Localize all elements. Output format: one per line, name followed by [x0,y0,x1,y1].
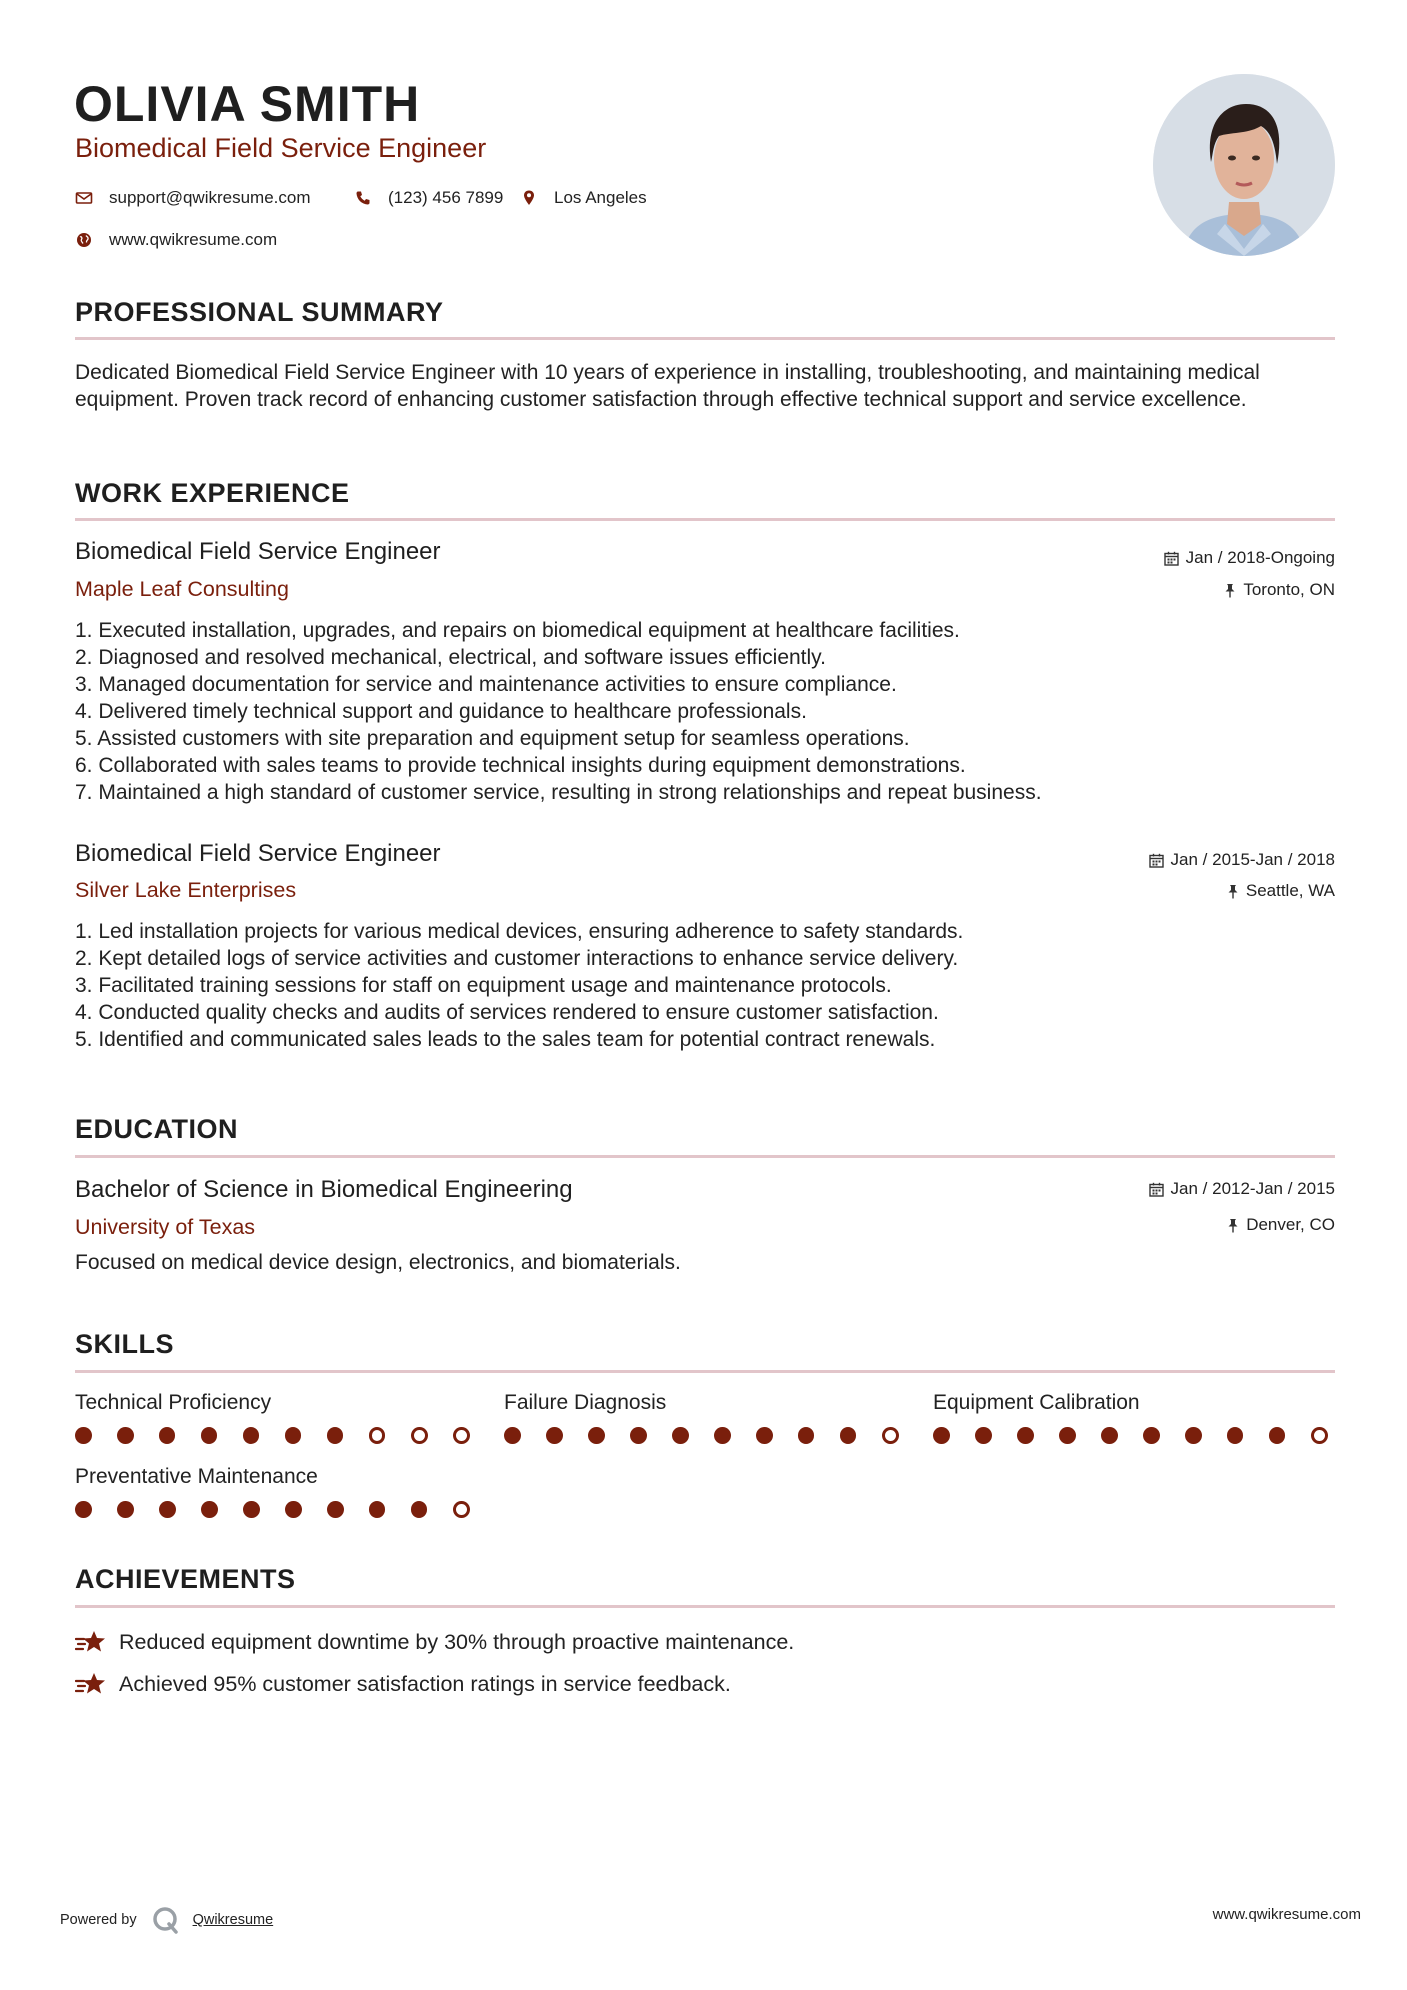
candidate-title: Biomedical Field Service Engineer [75,133,487,163]
rating-dot-empty [453,1427,470,1444]
shooting-star-icon [75,1627,107,1657]
location-text: Los Angeles [554,188,647,207]
rating-dot-filled [1227,1427,1244,1444]
rating-dot-filled [75,1501,92,1518]
job-location [1224,580,1335,600]
rating-dot-filled [630,1427,647,1444]
rating-dot-filled [117,1501,134,1518]
section-divider [75,518,1335,521]
calendar-icon [1149,853,1164,868]
pushpin-icon [1227,1218,1239,1233]
rating-dot-filled [1269,1427,1286,1444]
contact-email [75,188,311,208]
list-item: 6. Collaborated with sales teams to provide technical insights during equipment demonstrations. [75,754,966,777]
section-divider [75,1155,1335,1158]
achievement-item [75,1669,731,1699]
rating-dot-filled [1185,1427,1202,1444]
job-dates [1164,548,1335,568]
rating-dot-filled [411,1501,428,1518]
education-location-text: Denver, CO [1246,1215,1335,1234]
rating-dot-filled [159,1501,176,1518]
rating-dot-filled [714,1427,731,1444]
list-item: 1. Led installation projects for various medical devices, ensuring adherence to safety standards. [75,920,964,943]
phone-text: (123) 456 7899 [388,188,504,207]
avatar-illustration [1153,74,1335,256]
skill-item [504,1391,924,1444]
section-title-skills: SKILLS [75,1329,175,1359]
candidate-name: OLIVIA SMITH [74,76,421,132]
skill-name: Preventative Maintenance [75,1465,318,1488]
map-marker-icon [520,189,538,207]
skill-item [75,1465,495,1518]
calendar-icon [1164,551,1179,566]
email-text: support@qwikresume.com [109,188,311,207]
job-title: Biomedical Field Service Engineer [75,840,441,867]
education-location [1227,1215,1335,1235]
job-bullets [75,918,1345,1053]
list-item: 5. Identified and communicated sales leads to the sales team for potential contract renewals. [75,1028,936,1051]
list-item: 4. Delivered timely technical support and guidance to healthcare professionals. [75,700,807,723]
achievement-text: Reduced equipment downtime by 30% through proactive maintenance. [119,1629,795,1654]
list-item: 7. Maintained a high standard of customer service, resulting in strong relationships and repeat business. [75,781,1042,804]
brand-link[interactable]: Qwikresume [192,1912,274,1928]
job-title: Biomedical Field Service Engineer [75,538,441,565]
pushpin-icon [1224,583,1236,598]
rating-dot-filled [327,1501,344,1518]
education-dates [1149,1179,1335,1199]
rating-dot-filled [798,1427,815,1444]
website-text: www.qwikresume.com [109,230,278,249]
qwikresume-logo-icon [151,1905,181,1935]
job-dates [1149,850,1335,870]
skill-name: Failure Diagnosis [504,1391,667,1414]
rating-dot-empty [882,1427,899,1444]
envelope-icon [75,189,93,207]
rating-dot-empty [453,1501,470,1518]
degree-title: Bachelor of Science in Biomedical Engineering [75,1176,573,1203]
rating-dot-filled [285,1501,302,1518]
school-name: University of Texas [75,1215,256,1239]
rating-dot-filled [243,1501,260,1518]
rating-dot-filled [1101,1427,1118,1444]
rating-dot-filled [327,1427,344,1444]
rating-dot-empty [411,1427,428,1444]
rating-dot-filled [369,1501,386,1518]
rating-dot-filled [1059,1427,1076,1444]
list-item: 4. Conducted quality checks and audits of services rendered to ensure customer satisfaction. [75,1001,939,1024]
summary-text: Dedicated Biomedical Field Service Engineer with 10 years of experience in installing, troubleshooting, and maintaining medical equipment. Proven track record of enhancing customer satisfaction through effective technical support and service excellence. [75,361,1260,411]
shooting-star-icon [75,1669,107,1699]
section-divider [75,337,1335,340]
list-item: 3. Facilitated training sessions for staff on equipment usage and maintenance protocols. [75,974,892,997]
contact-website [75,230,277,250]
rating-dot-filled [75,1427,92,1444]
rating-dot-filled [933,1427,950,1444]
section-title-education: EDUCATION [75,1114,238,1144]
job-dates-text: Jan / 2018-Ongoing [1185,548,1335,567]
job-location-text: Toronto, ON [1243,580,1335,599]
rating-dot-filled [975,1427,992,1444]
achievement-item [75,1627,794,1657]
rating-dot-empty [369,1427,386,1444]
list-item: 2. Diagnosed and resolved mechanical, electrical, and software issues efficiently. [75,646,826,669]
contact-location [520,188,647,208]
skill-rating [75,1501,495,1518]
rating-dot-filled [243,1427,260,1444]
rating-dot-filled [285,1427,302,1444]
rating-dot-filled [159,1427,176,1444]
list-item: 1. Executed installation, upgrades, and repairs on biomedical equipment at healthcare facilities. [75,619,960,642]
powered-by-label: Powered by [60,1912,137,1928]
rating-dot-filled [201,1501,218,1518]
rating-dot-empty [1311,1427,1328,1444]
job-dates-text: Jan / 2015-Jan / 2018 [1170,850,1335,869]
rating-dot-filled [1143,1427,1160,1444]
list-item: 5. Assisted customers with site preparation and equipment setup for seamless operations. [75,727,910,750]
rating-dot-filled [672,1427,689,1444]
rating-dot-filled [546,1427,563,1444]
job-location-text: Seattle, WA [1245,881,1335,900]
phone-icon [354,189,372,207]
list-item: 3. Managed documentation for service and maintenance activities to ensure compliance. [75,673,897,696]
skill-name: Equipment Calibration [933,1391,1140,1414]
skill-name: Technical Proficiency [75,1391,272,1414]
education-description: Focused on medical device design, electronics, and biomaterials. [75,1251,681,1274]
achievement-text: Achieved 95% customer satisfaction ratings in service feedback. [119,1671,731,1696]
profile-photo [1153,74,1335,256]
skill-item [75,1391,495,1444]
skill-rating [933,1427,1353,1444]
job-bullets [75,617,1345,806]
job-company: Silver Lake Enterprises [75,878,297,902]
section-title-summary: PROFESSIONAL SUMMARY [75,297,444,327]
rating-dot-filled [117,1427,134,1444]
section-title-achievements: ACHIEVEMENTS [75,1564,296,1594]
skill-item [933,1391,1353,1444]
pushpin-icon [1227,884,1239,899]
education-dates-text: Jan / 2012-Jan / 2015 [1170,1179,1335,1198]
section-divider [75,1605,1335,1608]
footer-powered-by [60,1905,273,1935]
job-location [1227,881,1335,901]
section-title-experience: WORK EXPERIENCE [75,478,350,508]
rating-dot-filled [504,1427,521,1444]
rating-dot-filled [588,1427,605,1444]
footer-website[interactable]: www.qwikresume.com [1212,1906,1361,1923]
rating-dot-filled [756,1427,773,1444]
skill-rating [504,1427,924,1444]
globe-icon [75,231,93,249]
rating-dot-filled [1017,1427,1034,1444]
skill-rating [75,1427,495,1444]
section-divider [75,1370,1335,1373]
job-company: Maple Leaf Consulting [75,577,289,601]
calendar-icon [1149,1182,1164,1197]
list-item: 2. Kept detailed logs of service activities and customer interactions to enhance service delivery. [75,947,959,970]
rating-dot-filled [201,1427,218,1444]
contact-phone [354,188,503,208]
rating-dot-filled [840,1427,857,1444]
